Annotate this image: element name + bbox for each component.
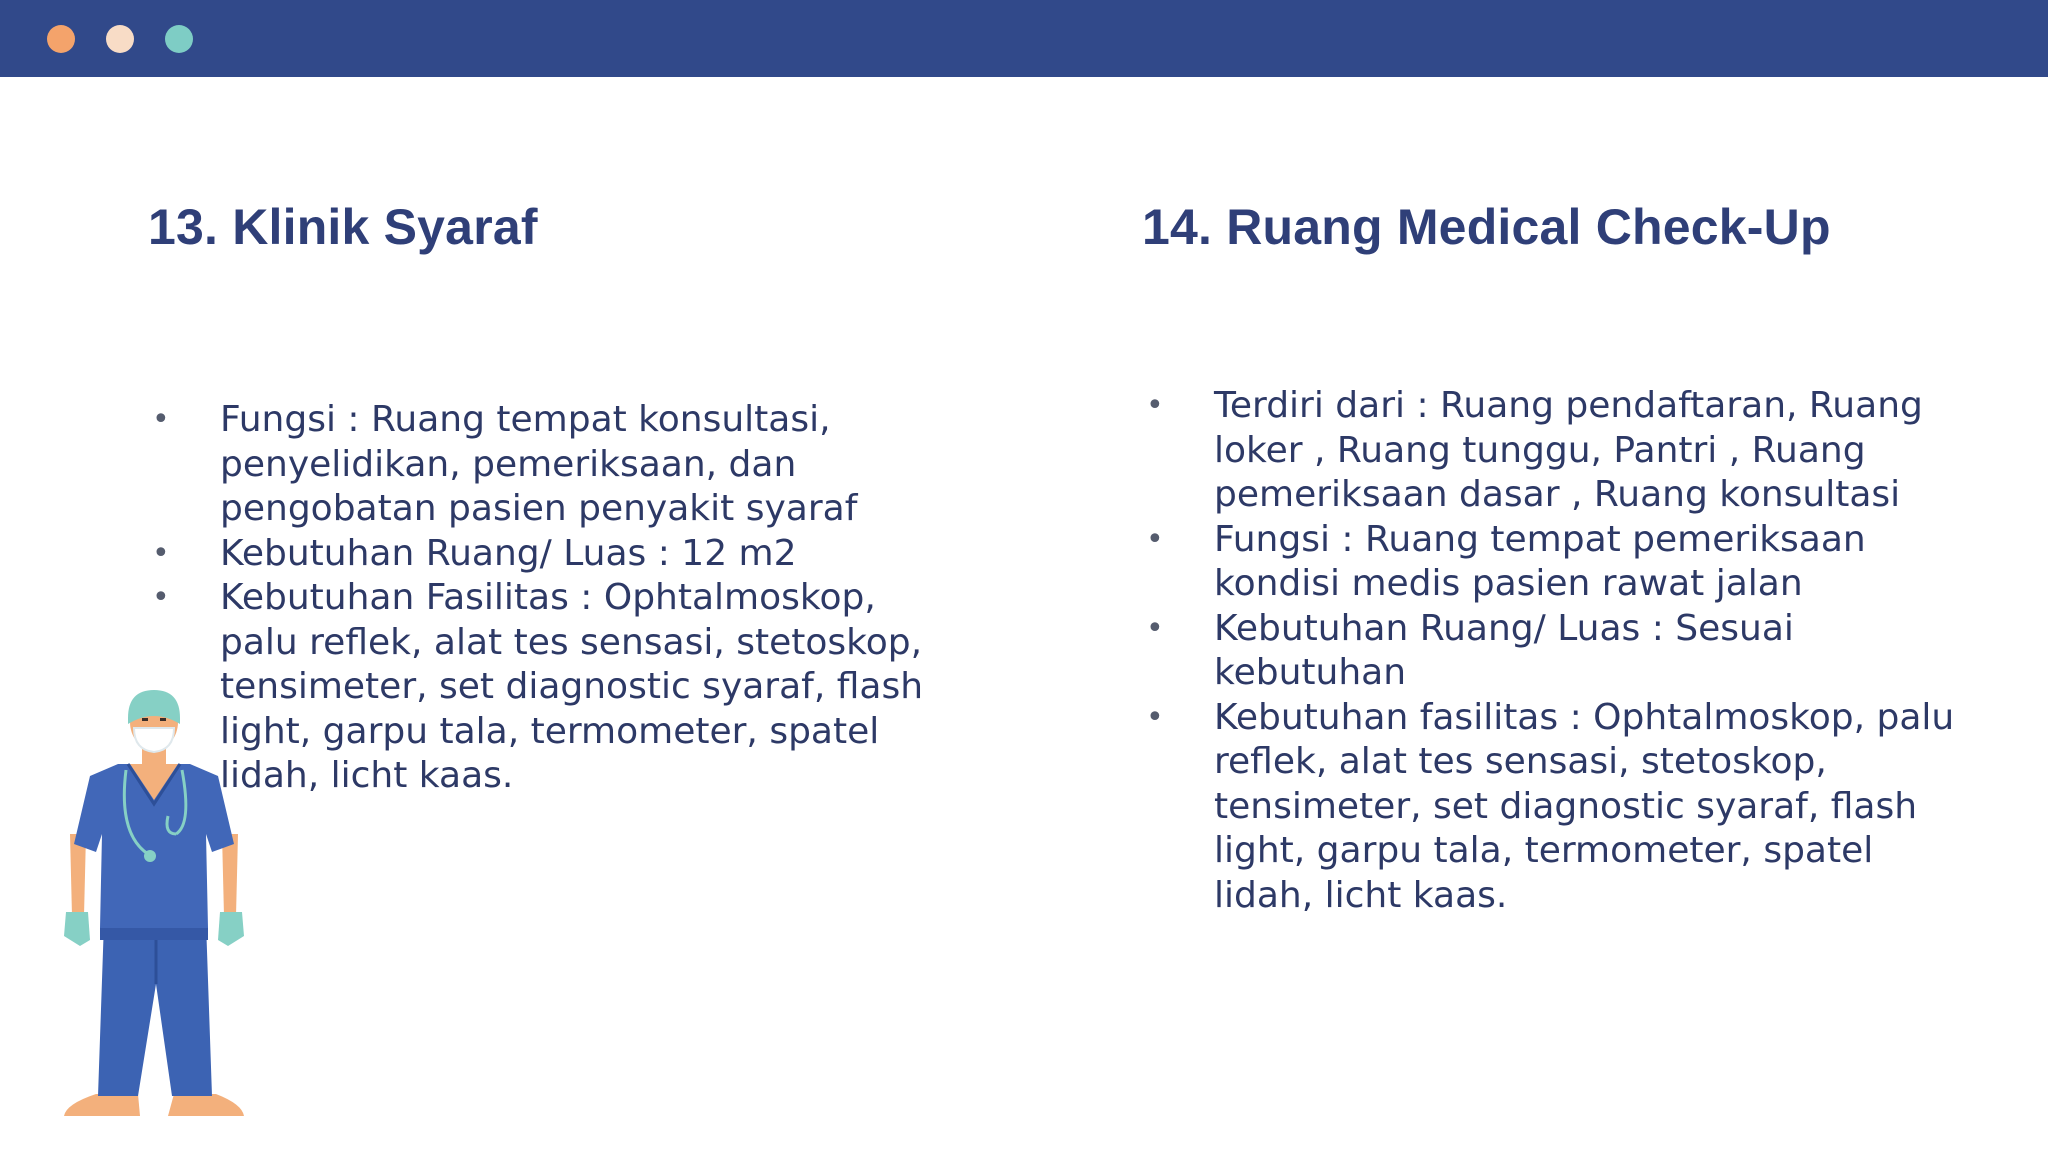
list-item: • Terdiri dari : Ruang pendaftaran, Ruang loker , Ruang tunggu, Pantri , Ruang pemeriksaan dasar , Ruang konsultasi xyxy=(1146,385,1923,515)
bullet-icon: • xyxy=(1146,388,1164,423)
section-title: 13. Klinik Syaraf xyxy=(148,199,538,255)
bullet-icon: • xyxy=(1146,699,1164,735)
orange-dot-icon xyxy=(47,25,75,53)
teal-dot-icon xyxy=(165,25,193,53)
bullet-icon: • xyxy=(152,402,170,437)
list-item: • Fungsi : Ruang tempat konsultasi, penyelidikan, pemeriksaan, dan pengobatan pasien penyakit syaraf xyxy=(152,399,858,529)
list-item: • Kebutuhan Ruang/ Luas : Sesuai kebutuhan xyxy=(1146,607,1794,693)
list-item: • Kebutuhan fasilitas : Ophtalmoskop, palu reflek, alat tes sensasi, stetoskop, tensimeter, set diagnostic syaraf, flash light, garpu tala, termometer, spatel lidah, licht kaas. xyxy=(1146,696,1955,916)
section-title: 14. Ruang Medical Check-Up xyxy=(1142,199,1831,255)
list-item: • Kebutuhan Fasilitas : Ophtalmoskop, palu reflek, alat tes sensasi, stetoskop, tensimeter, set diagnostic syaraf, flash light, garpu tala, termometer, spatel lidah, licht kaas. xyxy=(152,577,924,796)
bullet-list xyxy=(1142,384,1972,918)
doctor-illustration-icon xyxy=(56,684,252,1124)
bullet-icon: • xyxy=(1146,610,1164,646)
bullet-icon: • xyxy=(152,535,170,571)
bullet-list xyxy=(148,398,948,799)
peach-dot-icon xyxy=(106,25,134,53)
bullet-icon: • xyxy=(152,580,170,615)
top-bar xyxy=(0,0,2048,77)
bullet-icon: • xyxy=(1146,521,1164,557)
section-medical-check-up xyxy=(1142,196,1972,918)
list-item: • Kebutuhan Ruang/ Luas : 12 m2 xyxy=(148,532,948,577)
list-item: • Fungsi : Ruang tempat pemeriksaan kondisi medis pasien rawat jalan xyxy=(1146,518,1866,604)
section-klinik-syaraf xyxy=(148,196,948,799)
